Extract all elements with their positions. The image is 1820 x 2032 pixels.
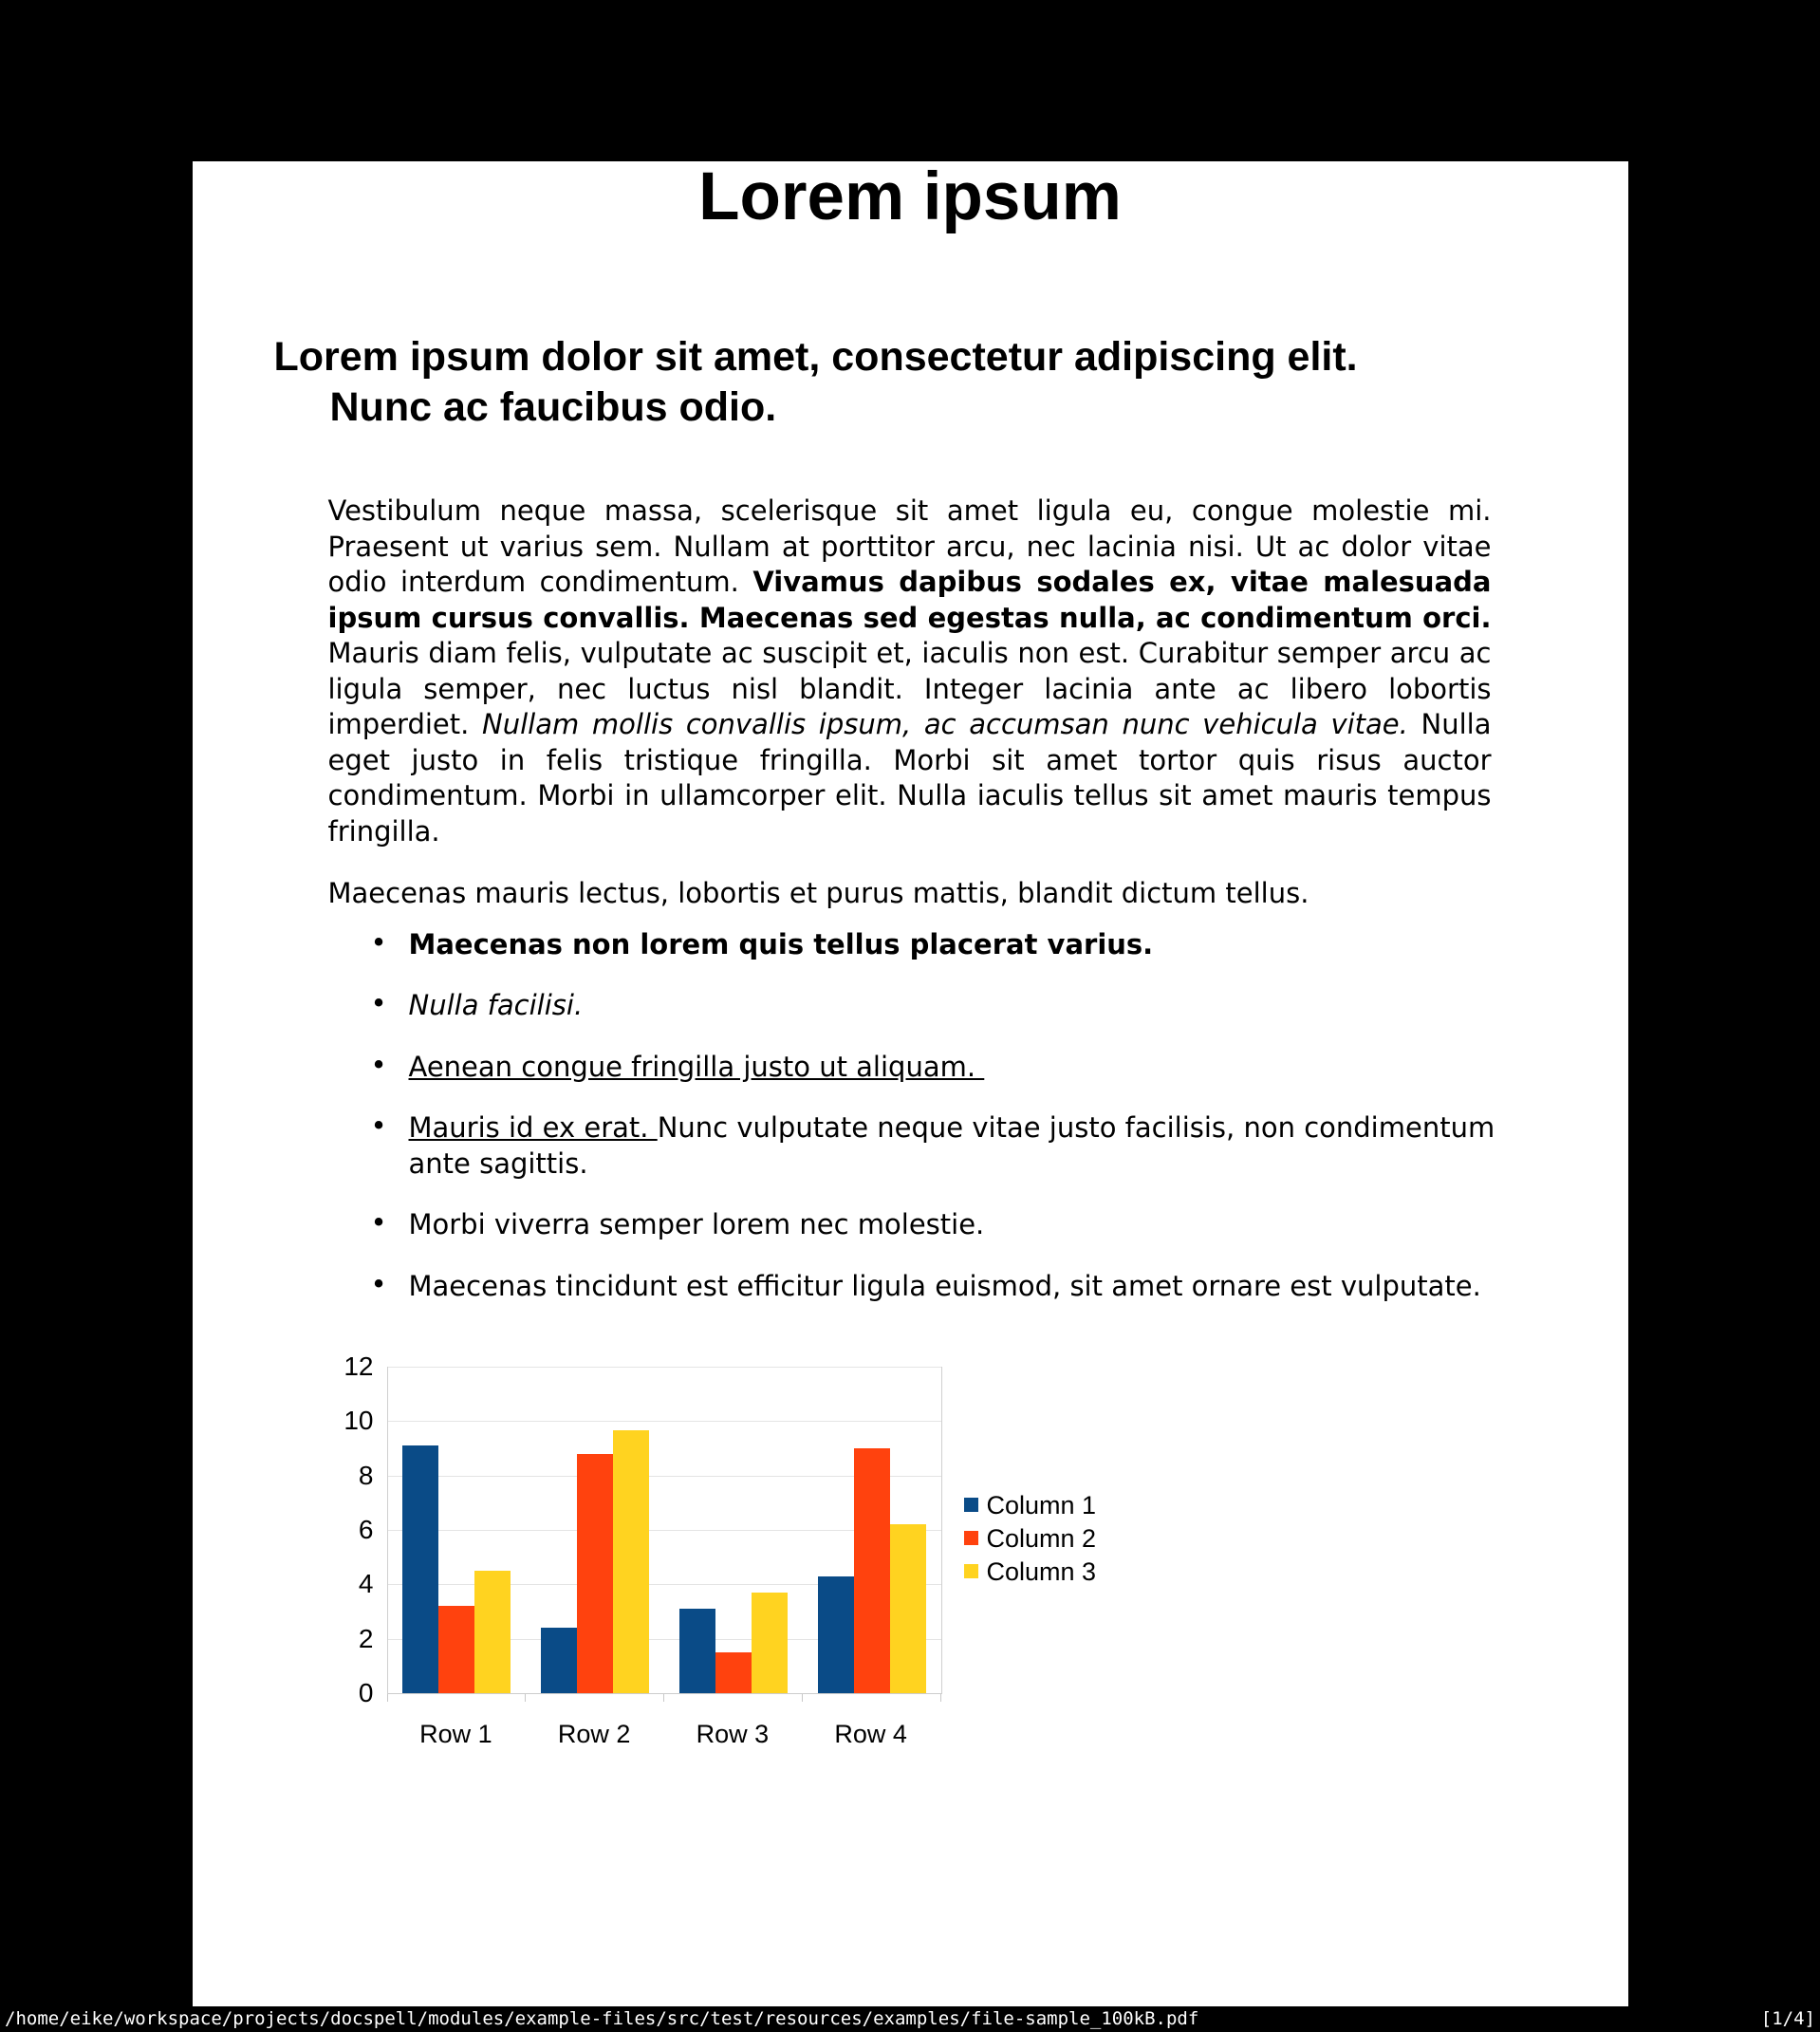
- text-segment: Nunc vulputate neque vitae justo facilisis, non condimentum ante sagittis.: [408, 1111, 1495, 1180]
- x-axis-label: Row 2: [557, 1720, 631, 1748]
- text-segment: Vivamus dapibus sodales ex, vitae malesuada ipsum cursus convallis. Maecenas sed egestas nulla, ac condimentum orci.: [327, 566, 1492, 634]
- legend-swatch: [964, 1498, 978, 1512]
- legend-label: Column 2: [986, 1524, 1097, 1553]
- list-item: [371, 1110, 1500, 1182]
- body-paragraph: [328, 494, 1492, 849]
- statusbar: [0, 2006, 1820, 2032]
- bullet-icon: •: [370, 1267, 387, 1300]
- x-axis-label: Row 4: [834, 1720, 907, 1748]
- x-axis-label: Row 3: [696, 1720, 770, 1748]
- bar: [818, 1576, 854, 1693]
- y-axis-label: 4: [358, 1569, 374, 1599]
- bullet-icon: •: [370, 1206, 387, 1239]
- y-axis-label: 0: [358, 1678, 374, 1707]
- axis-tick: [802, 1694, 803, 1702]
- bar-group: [402, 1367, 511, 1693]
- bar: [474, 1571, 511, 1693]
- text-segment: Vestibulum neque massa, scelerisque sit amet ligula eu, congue molestie mi. Praesent ut varius sem. Nullam at porttitor arcu, nec lacinia nisi. Ut ac dolor vitae odio interdum condimentum.: [327, 494, 1492, 598]
- bullet-list: [193, 927, 1628, 1305]
- bar: [715, 1652, 752, 1693]
- legend-swatch: [964, 1564, 978, 1578]
- text-segment: Mauris diam felis, vulputate ac suscipit et, iaculis non est. Curabitur semper arcu ac ligula semper, nec luctus nisl blandit. Integer lacinia ante ac libero lobortis imperdiet.: [327, 637, 1492, 740]
- legend-label: Column 3: [986, 1557, 1097, 1586]
- bullet-icon: •: [370, 987, 387, 1019]
- y-axis-label: 2: [358, 1623, 374, 1653]
- bar-group: [679, 1367, 788, 1693]
- legend-swatch: [964, 1531, 978, 1545]
- list-item: [371, 1269, 1500, 1305]
- bar: [890, 1524, 926, 1693]
- bar-group: [541, 1367, 649, 1693]
- text-segment: Nulla eget justo in felis tristique fringilla. Morbi sit amet tortor quis risus auctor condimentum. Morbi in ullamcorper elit. Nulla iaculis tellus sit amet mauris tempus fringilla.: [327, 708, 1492, 848]
- list-intro-line: Maecenas mauris lectus, lobortis et purus mattis, blandit dictum tellus.: [327, 877, 1309, 909]
- y-axis-label: 6: [358, 1515, 374, 1544]
- axis-tick: [663, 1694, 664, 1702]
- bullet-icon: •: [370, 925, 387, 959]
- chart-plot-area: [387, 1367, 942, 1694]
- bar: [577, 1454, 613, 1693]
- y-axis-label: 10: [344, 1406, 374, 1436]
- document-title: Lorem ipsum: [698, 159, 1122, 234]
- list-item: [371, 988, 1500, 1024]
- axis-tick: [387, 1694, 388, 1702]
- list-item: [371, 1207, 1500, 1243]
- text-segment: Morbi viverra semper lorem nec molestie.: [408, 1208, 985, 1240]
- statusbar-page-indicator: [1/4]: [1760, 2008, 1815, 2029]
- legend-label: Column 1: [986, 1491, 1097, 1519]
- y-axis-label: 8: [358, 1460, 374, 1490]
- x-axis-label: Row 1: [419, 1720, 492, 1748]
- text-segment: Nulla facilisi.: [408, 989, 584, 1021]
- bar: [679, 1609, 715, 1693]
- list-item: [371, 1050, 1500, 1086]
- bar-group: [818, 1367, 926, 1693]
- bar: [541, 1628, 577, 1693]
- bar: [402, 1445, 438, 1693]
- text-segment: Nullam mollis convallis ipsum, ac accumsan nunc vehicula vitae.: [482, 708, 1408, 740]
- bar: [613, 1430, 649, 1693]
- bullet-icon: •: [370, 1109, 387, 1142]
- bar: [854, 1448, 890, 1693]
- text-segment: Aenean congue fringilla justo ut aliquam.: [408, 1050, 985, 1083]
- document-heading: [274, 332, 1628, 433]
- heading-line-1: Lorem ipsum dolor sit amet, consectetur adipiscing elit.: [273, 334, 1358, 380]
- y-axis-label: 12: [344, 1352, 374, 1381]
- statusbar-file-path: /home/eike/workspace/projects/docspell/modules/example-files/src/test/resources/examples/file-sample_100kB.pdf: [5, 2008, 1199, 2029]
- pdf-page: [193, 161, 1628, 2006]
- bullet-icon: •: [370, 1048, 387, 1081]
- list-item: [371, 927, 1500, 963]
- text-segment: Mauris id ex erat.: [408, 1111, 658, 1144]
- bar: [438, 1606, 474, 1693]
- bar-chart: [193, 1353, 1628, 1748]
- text-segment: Maecenas tincidunt est efficitur ligula euismod, sit amet ornare est vulputate.: [408, 1269, 1481, 1302]
- text-segment: Maecenas non lorem quis tellus placerat varius.: [408, 927, 1154, 960]
- bar: [752, 1593, 788, 1693]
- heading-line-2: Nunc ac faucibus odio.: [329, 384, 777, 430]
- axis-tick: [525, 1694, 526, 1702]
- axis-tick: [940, 1694, 941, 1702]
